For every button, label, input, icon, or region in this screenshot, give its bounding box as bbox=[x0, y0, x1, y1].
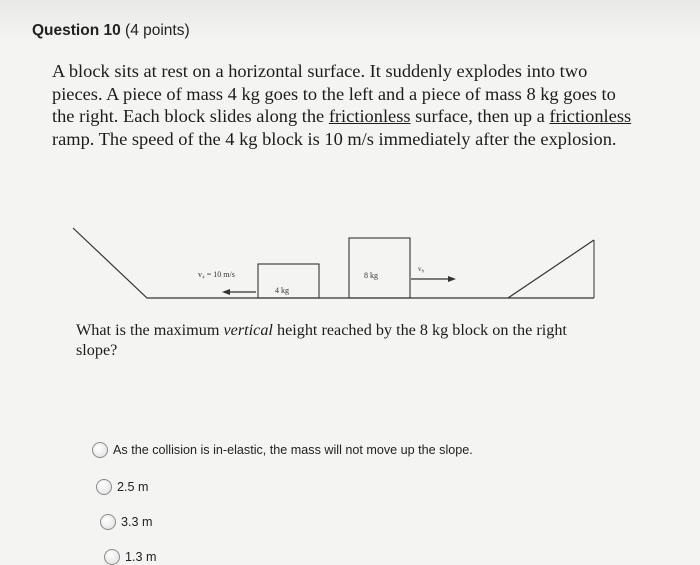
sub-question-emphasis: vertical bbox=[223, 321, 273, 339]
velocity-right-label: v₈ bbox=[418, 265, 424, 273]
velocity-arrowhead-right bbox=[448, 276, 456, 282]
question-text-part: ramp. The speed of the 4 kg block is 10 m/s immediately after the explosion. bbox=[52, 128, 617, 149]
question-text-part: A block sits at rest on a horizontal surface. It suddenly explodes into two pieces. A piece of mass 4 kg goes to the left and a piece of mass 8 kg goes to the right. Each block slides along the bbox=[52, 61, 616, 126]
radio-button[interactable] bbox=[104, 549, 120, 565]
left-ramp-and-floor bbox=[73, 228, 594, 298]
block-8kg bbox=[349, 238, 410, 298]
answer-option-3[interactable] bbox=[100, 514, 153, 530]
answer-option-1[interactable] bbox=[92, 442, 473, 458]
question-title: Question 10 bbox=[32, 22, 121, 39]
question-text-underlined: frictionless bbox=[549, 106, 632, 126]
answer-option-label: 2.5 m bbox=[117, 480, 149, 494]
right-ramp bbox=[508, 240, 594, 298]
radio-button[interactable] bbox=[92, 442, 108, 458]
block-8kg-label: 8 kg bbox=[364, 271, 378, 280]
answer-option-label: 3.3 m bbox=[121, 515, 153, 529]
sub-question-text: height reached by the 8 kg block on the right slope? bbox=[76, 321, 567, 359]
answer-option-2[interactable] bbox=[96, 479, 149, 495]
answer-option-4[interactable] bbox=[104, 549, 157, 565]
answer-option-label: As the collision is in-elastic, the mass will not move up the slope. bbox=[113, 443, 473, 457]
velocity-arrowhead-left bbox=[222, 289, 230, 295]
question-points: (4 points) bbox=[125, 22, 190, 39]
question-text-underlined: frictionless bbox=[328, 106, 411, 126]
question-text-part: surface, then up a bbox=[410, 106, 550, 126]
answer-option-label: 1.3 m bbox=[125, 550, 157, 564]
radio-button[interactable] bbox=[96, 479, 112, 495]
sub-question-text: What is the maximum bbox=[76, 321, 224, 339]
sub-question bbox=[76, 320, 596, 360]
block-4kg-label: 4 kg bbox=[275, 286, 289, 295]
velocity-left-label: v₄ = 10 m/s bbox=[198, 270, 235, 279]
radio-button[interactable] bbox=[100, 514, 116, 530]
